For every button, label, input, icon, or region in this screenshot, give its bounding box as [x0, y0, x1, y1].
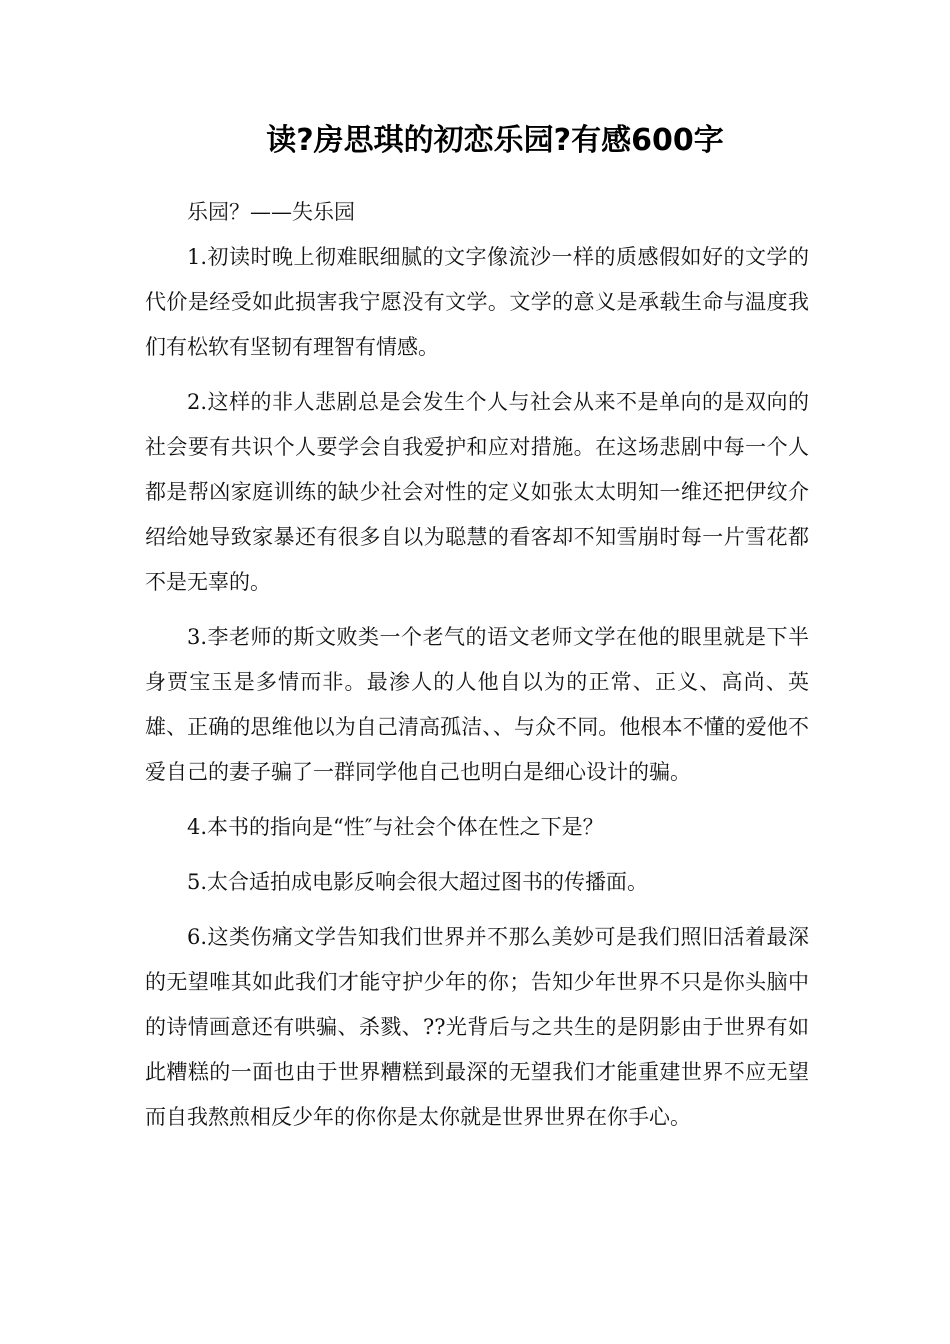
- document-title: 读?房思琪的初恋乐园?有感600字: [266, 123, 724, 158]
- paragraph-3: 3.李老师的斯文败类一个老气的语文老师文学在他的眼里就是下半身贾宝玉是多情而非。最渗人的人他自以为的正常、正义、高尚、英雄、正确的思维他以为自己清高孤洁、、与众不同。他根本不懂的爱他不爱自己的妻子骗了一群同学他自己也明白是细心设计的骗。: [145, 625, 809, 784]
- paragraph-1: 1.初读时晚上彻难眠细腻的文字像流沙一样的质感假如好的文学的代价是经受如此损害我宁愿没有文学。文学的意义是承载生命与温度我们有松软有坚韧有理智有情感。: [145, 245, 809, 359]
- paragraph-5: 5.太合适拍成电影反响会很大超过图书的传播面。: [187, 870, 649, 894]
- paragraph-2: 2.这样的非人悲剧总是会发生个人与社会从来不是单向的是双向的社会要有共识个人要学会自我爱护和应对措施。在这场悲剧中每一个人都是帮凶家庭训练的缺少社会对性的定义如张太太明知一维还把伊纹介绍给她导致家暴还有很多自以为聪慧的看客却不知雪崩时每一片雪花都不是无辜的。: [145, 390, 809, 594]
- document-body: [145, 190, 809, 1150]
- paragraph-6: 6.这类伤痛文学告知我们世界并不那么美妙可是我们照旧活着最深的无望唯其如此我们才能守护少年的你；告知少年世界不只是你头脑中的诗情画意还有哄骗、杀戮、??光背后与之共生的是阴影由于世界有如此糟糕的一面也由于世界糟糕到最深的无望我们才能重建世界不应无望而自我熬煎相反少年的你你是太你就是世界世界在你手心。: [145, 925, 809, 1129]
- paragraph-subtitle: 乐园？——失乐园: [187, 200, 355, 224]
- paragraph-4: 4.本书的指向是“性″与社会个体在性之下是？: [187, 815, 604, 839]
